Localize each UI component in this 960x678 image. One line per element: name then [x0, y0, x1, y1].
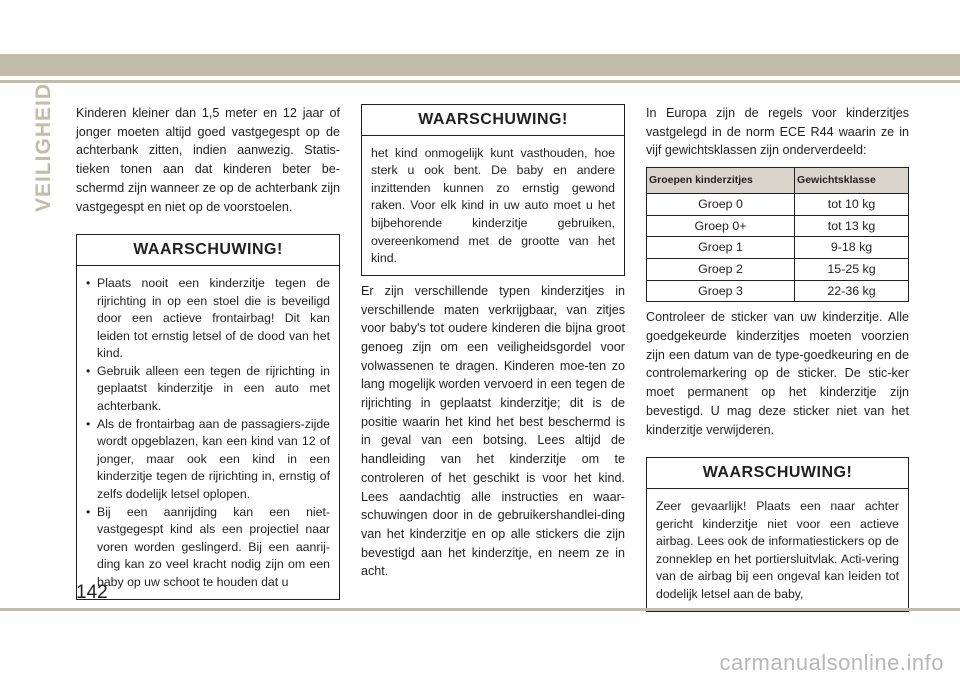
table-cell: Groep 3 [647, 280, 795, 302]
warning-title: WAARSCHUWING! [647, 458, 908, 489]
warning-box [646, 457, 909, 611]
warning-body: het kind onmogelijk kunt vasthouden, hoe sterk u ook bent. De baby en andere inzittenden kunnen zo ernstig gewond raken. Voor elk kind in uw auto moet u het bijbehorende kinderzitje gebruiken, overeenkomend met de grootte van het kind. [371, 145, 615, 266]
warning-item: • Als de frontairbag aan de passagiers-zijde wordt opgeblazen, kan een kind van 12 of jonger, maar ook een kind in een kinderzitje tegen de rijrichting in, ernstig of zelfs dodelijk letsel oplopen. [86, 416, 330, 504]
warning-item: • Plaats nooit een kinderzitje tegen de rijrichting in op een stoel die is beveiligd door een actieve frontairbag! Dit kan leiden tot ernstig letsel of de dood van het kind. [86, 275, 330, 363]
intro-paragraph: Kinderen kleiner dan 1,5 meter en 12 jaar of jonger moeten altijd goed vastgegespt op de achterbank zitten, indien aanwezig. Statis-tieken tonen aan dat kinderen beter be-schermd zijn wanneer ze op de achterbank zijn vastgegespt en niet op de voorstoelen. [76, 106, 340, 214]
body-paragraph: Controleer de sticker van uw kinderzitje. Alle goedgekeurde kinderzitjes moeten voorzien zijn een datum van de type-goedkeuring en de controlemarkering op de sticker. De stic-ker moet permanent op het kinderzitje zijn bevestigd. U mag deze sticker niet van het kinderzitje verwijderen. [646, 310, 909, 437]
table-cell: tot 13 kg [795, 215, 909, 237]
footer-rule [0, 608, 960, 611]
table-cell: Groep 0 [647, 193, 795, 215]
watermark: carmanualsonline.info [719, 650, 944, 675]
column-right [646, 104, 909, 612]
warning-body [77, 266, 339, 599]
page-number: 142 [76, 582, 108, 603]
table-header: Gewichtsklasse [795, 168, 909, 194]
warning-title: WAARSCHUWING! [362, 105, 624, 136]
table-cell: 9-18 kg [795, 237, 909, 259]
table-row [647, 215, 909, 237]
table-cell: Groep 0+ [647, 215, 795, 237]
warning-box [76, 234, 340, 599]
column-left [76, 104, 340, 600]
warning-item: • Bij een aanrijding kan een niet-vastgegespt kind als een projectiel naar voren worden geslingerd. Bij een aanrij-ding kan zo veel kracht nodig zijn om een baby op uw schoot te houden dat u [86, 504, 330, 592]
table-row [647, 280, 909, 302]
header-rule [0, 80, 960, 83]
weight-class-table [646, 167, 909, 302]
warning-body: Zeer gevaarlijk! Plaats een naar achter gericht kinderzitje niet voor een actieve airbag. Lees ook de informatiestickers op de zonneklep en het portiersluitvlak. Acti-vering van de airbag bij een ongeval kan leiden tot dodelijk letsel aan de baby, [656, 498, 899, 601]
warning-box [361, 104, 625, 276]
section-side-label [30, 82, 55, 220]
section-title: VEILIGHEID [32, 82, 55, 212]
intro-paragraph: In Europa zijn de regels voor kinderzitjes vastgelegd in de norm ECE R44 waarin ze in vijf gewichtsklassen zijn onderverdeeld: [646, 106, 909, 158]
warning-title: WAARSCHUWING! [77, 235, 339, 266]
table-cell: 22-36 kg [795, 280, 909, 302]
warning-item: • Gebruik alleen een tegen de rijrichting in geplaatst kinderzitje in een auto met achterbank. [86, 363, 330, 416]
table-cell: Groep 1 [647, 237, 795, 259]
body-paragraph: Er zijn verschillende typen kinderzitjes in verschillende maten verkrijgbaar, van zitjes voor baby's tot oudere kinderen die bijna groot genoeg zijn om een veiligheidsgordel voor volwassenen te dragen. Kinderen moe-ten zo lang mogelijk worden vervoerd in een tegen de rijrichting in geplaatst kinderzitje; dit is de positie waarin het kind het best beschermd is in geval van een botsing. Lees altijd de handleiding van het kinderzitje om te controleren of het geschikt is voor het kind. Lees aandachtig alle instructies en waar-schuwingen door in de gebruikershandlei-ding van het kinderzitje en op alle stickers die zijn bevestigd aan het kinderzitje, en neem ze in acht. [361, 283, 625, 579]
table-cell: Groep 2 [647, 258, 795, 280]
column-middle [361, 104, 625, 581]
table-header: Groepen kinderzitjes [647, 168, 795, 194]
table-row [647, 237, 909, 259]
table-cell: 15-25 kg [795, 258, 909, 280]
table-row [647, 258, 909, 280]
header-band [0, 54, 960, 76]
table-row [647, 193, 909, 215]
table-cell: tot 10 kg [795, 193, 909, 215]
